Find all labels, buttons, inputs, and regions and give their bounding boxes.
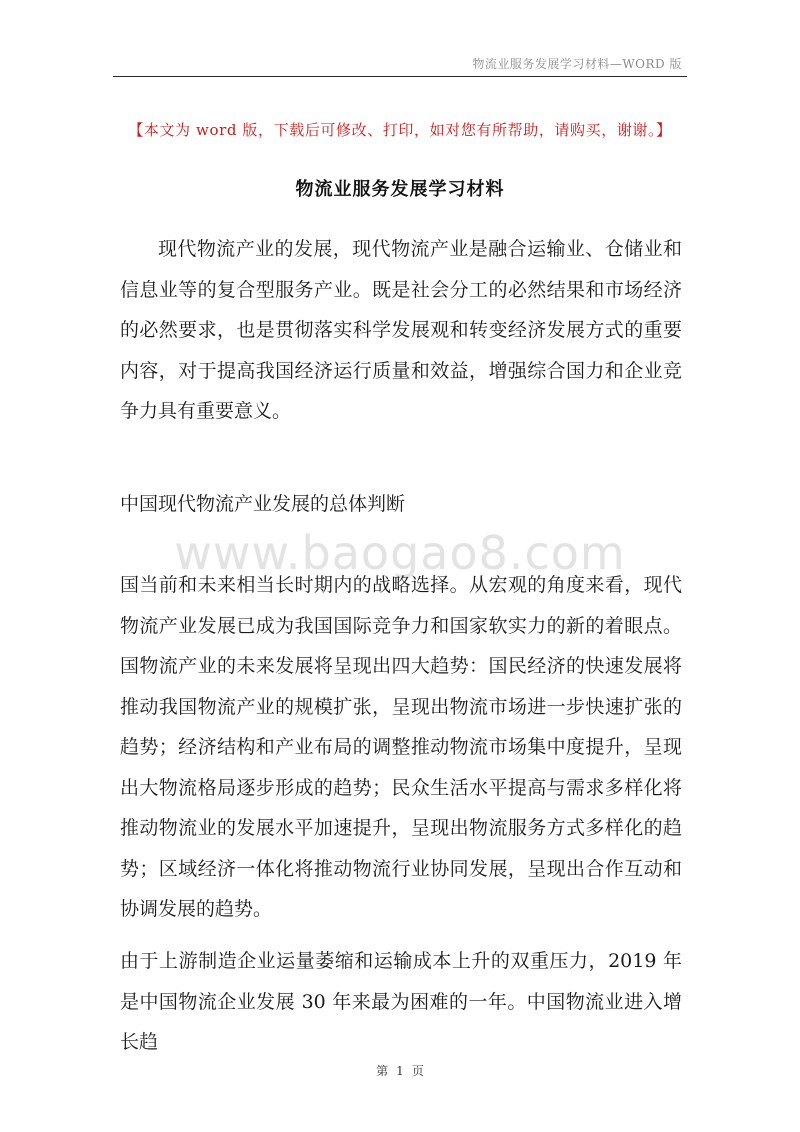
body-paragraph: 国当前和未来相当长时期内的战略选择。从宏观的角度来看，现代物流产业发展已成为我国国际竞争力和国家软实力的新的着眼点。国物流产业的未来发展将呈现出四大趋势：国民经济的快速发展将推动我国物流产业的规模扩张，呈现出物流市场进一步快速扩张的趋势；经济结构和产业布局的调整推动物流市场集中度提升，呈现出大物流格局逐步形成的趋势；民众生活水平提高与需求多样化将推动物流业的发展水平加速提升，呈现出物流服务方式多样化的趋势；区域经济一体化将推动物流行业协同发展，呈现出合作互动和协调发展的趋势。 xyxy=(120,574,682,920)
page-number: 1 xyxy=(396,1064,404,1078)
page-suffix: 页 xyxy=(411,1064,424,1078)
page-prefix: 第 xyxy=(376,1064,389,1078)
watermark-text: www.baogao8.com xyxy=(174,526,626,580)
header-divider xyxy=(113,76,687,77)
body-paragraph: 由于上游制造企业运量萎缩和运输成本上升的双重压力，2019 年是中国物流企业发展 30 年来最为困难的一年。中国物流业进入增长趋 xyxy=(120,950,682,1053)
intro-paragraph: 现代物流产业的发展，现代物流产业是融合运输业、仓储业和信息业等的复合型服务产业。既是社会分工的必然结果和市场经济的必然要求，也是贯彻落实科学发展观和转变经济发展方式的重要内容，对于提高我国经济运行质量和效益，增强综合国力和企业竞争力具有重要意义。 xyxy=(120,238,682,422)
download-notice: 【本文为 word 版，下载后可修改、打印，如对您有所帮助，请购买，谢谢。】 xyxy=(128,121,672,139)
running-header: 物流业服务发展学习材料—WORD 版 xyxy=(472,57,682,71)
document-title: 物流业服务发展学习材料 xyxy=(295,179,505,200)
section-heading: 中国现代物流产业发展的总体判断 xyxy=(120,493,406,515)
page-footer xyxy=(0,1062,800,1079)
